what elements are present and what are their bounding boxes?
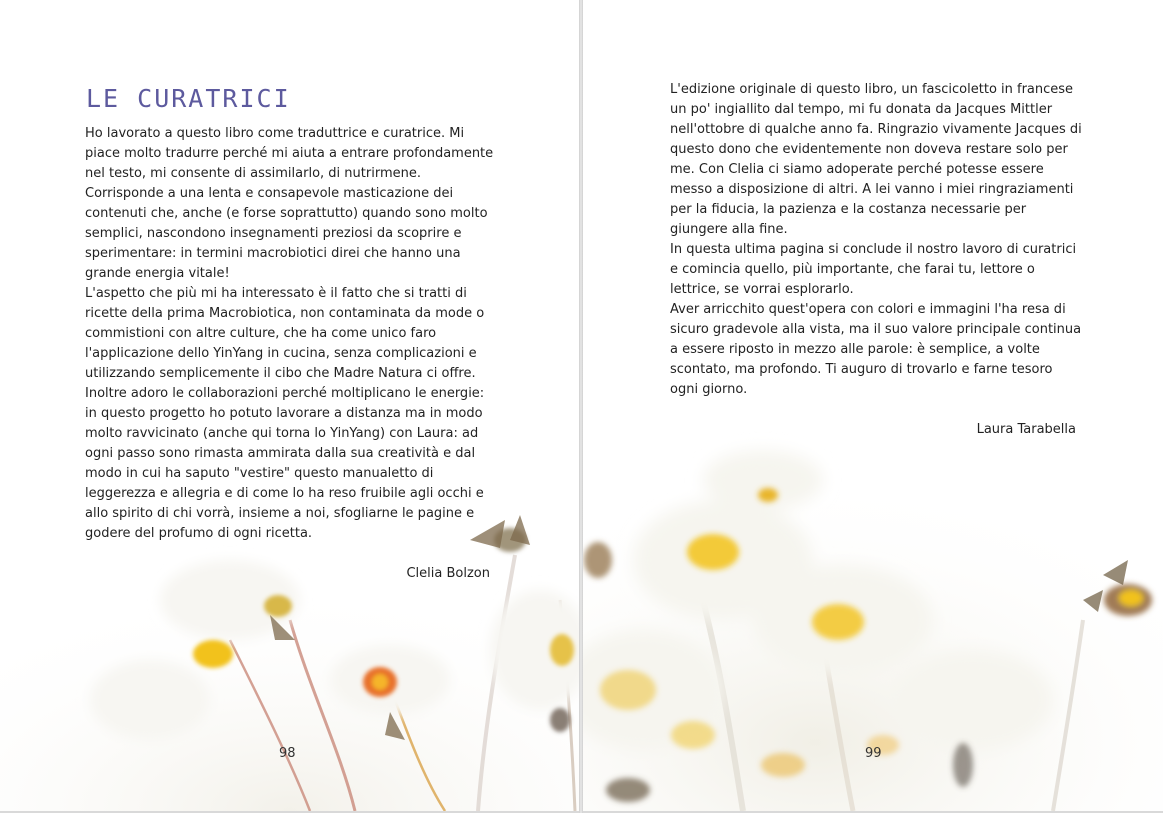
page-number-left: 98 bbox=[279, 746, 296, 761]
paragraph: Aver arricchito quest'opera con colori e immagini l'ha resa di sicuro gradevole alla vista, ma il suo valore principale continua a essere riposto in mezzo alle parole: è semplice, a volte scontato, ma profondo. Ti auguro di trovarlo e farne tesoro ogni giorno. bbox=[670, 302, 1082, 397]
paragraph: Inoltre adoro le collaborazioni perché moltiplicano le energie: in questo progetto ho potuto lavorare a distanza ma in modo molto ravvicinato (anche qui torna lo YinYang) con Laura: ad ogni passo sono rimasta ammirata dalla sua creatività e dal modo in cui ha saputo "vestire" questo manualetto di leggerezza e allegria e di come lo ha reso fruibile agli occhi e allo spirito di chi vorrà, insieme a noi, sfogliarne le pagine e godere del profumo di ogni ricetta. bbox=[85, 386, 485, 541]
signature-clelia: Clelia Bolzon bbox=[406, 566, 490, 581]
left-body-text bbox=[85, 124, 495, 544]
right-page bbox=[583, 0, 1163, 811]
paragraph: Ho lavorato a questo libro come traduttrice e curatrice. Mi piace molto tradurre perché mi aiuta a entrare profondamente nel testo, mi consente di assimilarlo, di nutrirmene. Corrisponde a una lenta e consapevole masticazione dei contenuti che, anche (e forse soprattutto) quando sono molto semplici, nascondono insegnamenti preziosi da scoprire e sperimentare: in termini macrobiotici direi che hanno una grande energia vitale! bbox=[85, 126, 494, 281]
paragraph: L'edizione originale di questo libro, un fascicoletto in francese un po' ingiallito dal tempo, mi fu donata da Jacques Mittler nell'ottobre di qualche anno fa. Ringrazio vivamente Jacques di questo dono che evidentemente non doveva restare solo per me. Con Clelia ci siamo adoperate perché potesse essere messo a disposizione di altri. A lei vanno i miei ringraziamenti per la fiducia, la pazienza e la costanza necessarie per giungere alla fine. bbox=[670, 82, 1082, 237]
right-body-text bbox=[670, 80, 1082, 400]
page-title: LE CURATRICI bbox=[86, 84, 291, 113]
page-number-right: 99 bbox=[865, 746, 882, 761]
left-page bbox=[0, 0, 579, 811]
signature-laura: Laura Tarabella bbox=[976, 422, 1076, 437]
paragraph: L'aspetto che più mi ha interessato è il fatto che si tratti di ricette della prima Macrobiotica, non contaminata da mode o commistioni con altre culture, che ha come unico faro l'applicazione dello YinYang in cucina, senza complicazioni e utilizzando semplicemente il cibo che Madre Natura ci offre. bbox=[85, 286, 485, 381]
paragraph: In questa ultima pagina si conclude il nostro lavoro di curatrici e comincia quello, più importante, che farai tu, lettore o lettrice, se vorrai esplorarlo. bbox=[670, 242, 1077, 297]
